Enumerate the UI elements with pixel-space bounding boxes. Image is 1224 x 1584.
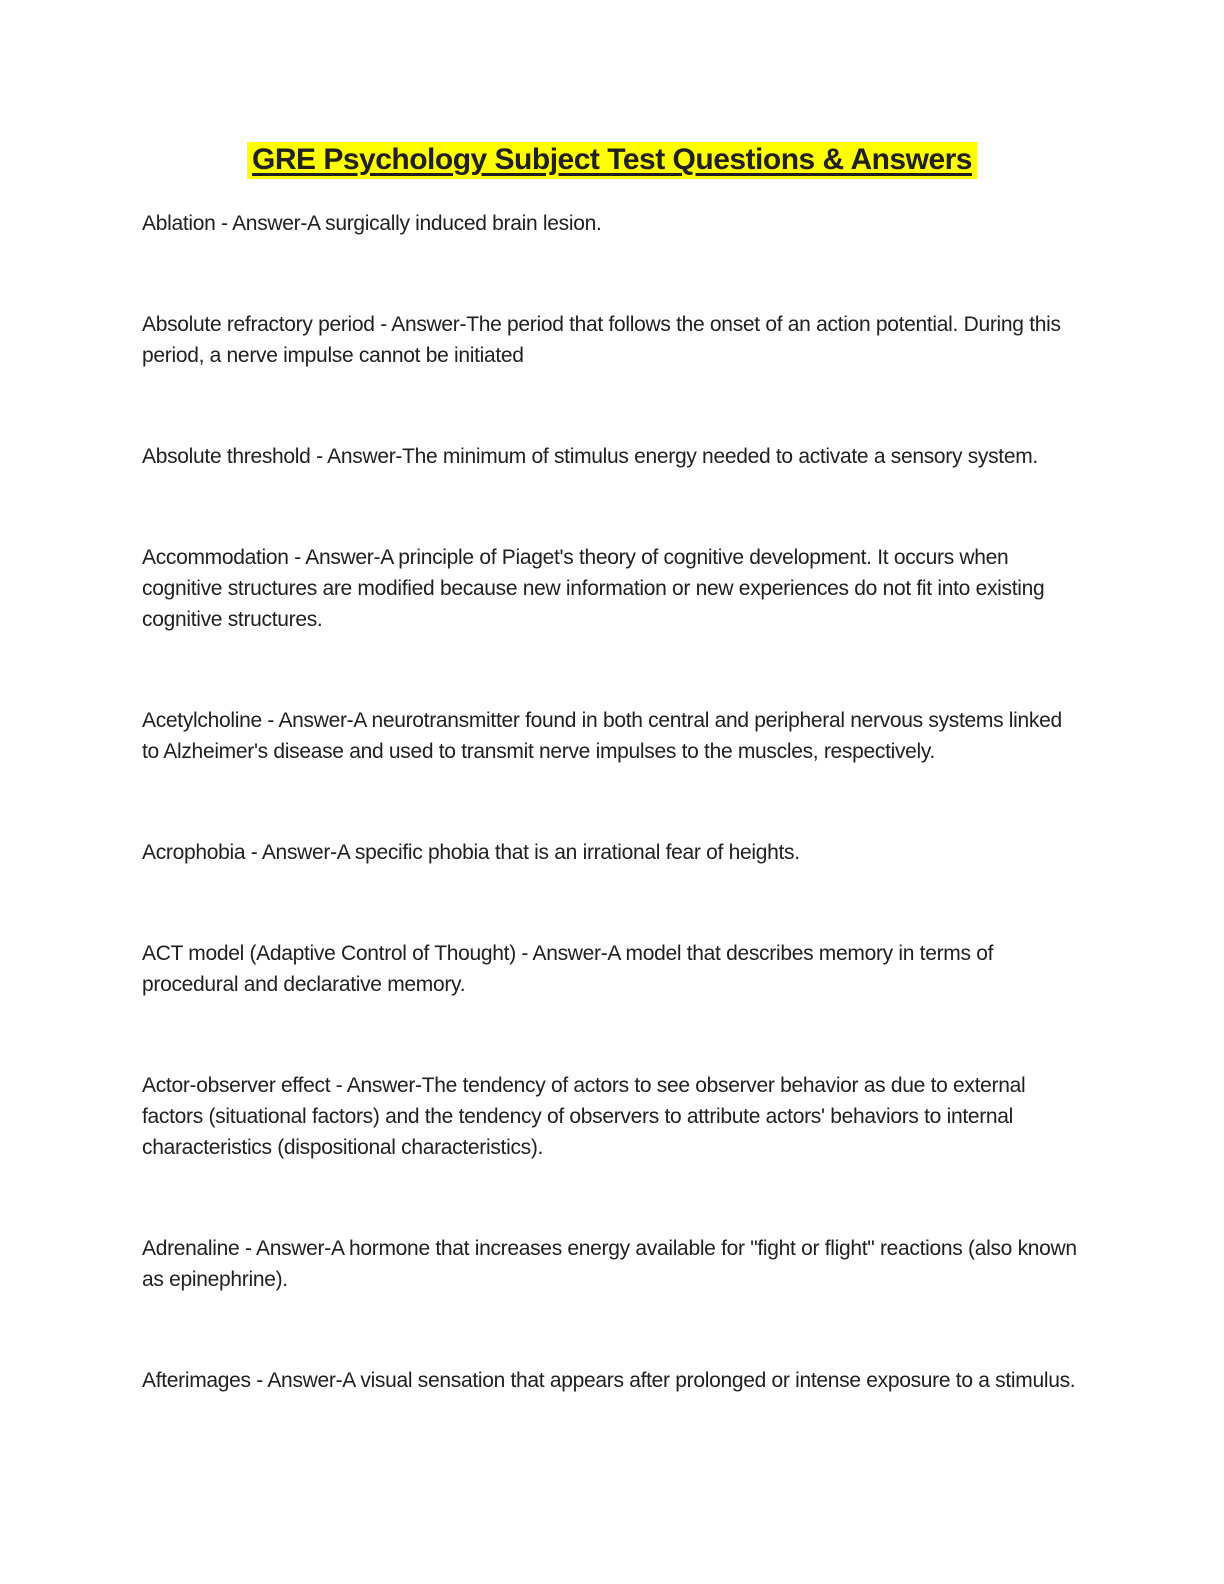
entry-term: Absolute refractory period <box>142 313 375 336</box>
entry-separator: - Answer- <box>245 841 337 864</box>
entry-term: Acetylcholine <box>142 709 262 732</box>
entry-separator: - Answer- <box>374 313 467 336</box>
entry-acrophobia <box>142 837 1082 868</box>
entry-separator: - Answer- <box>288 546 381 569</box>
entry-definition: The tendency of actors to see observer behavior as due to external factors (situational factors) and the tendency of observers to attribute actors' behaviors to internal characteristics (dispositional characteristics). <box>142 1074 1026 1159</box>
entry-separator: - Answer- <box>250 1369 343 1392</box>
entry-adrenaline <box>142 1233 1082 1295</box>
entry-definition: A principle of Piaget's theory of cognitive development. It occurs when cognitive structures are modified because new information or new experiences do not fit into existing cognitive structures. <box>142 546 1045 631</box>
entry-absolute-refractory-period <box>142 309 1082 371</box>
entry-term: ACT model (Adaptive Control of Thought) <box>142 942 516 965</box>
entry-separator: - Answer- <box>515 942 608 965</box>
entry-term: Absolute threshold <box>142 445 311 468</box>
entry-term: Adrenaline <box>142 1237 240 1260</box>
entry-separator: - Answer- <box>330 1074 422 1097</box>
entry-separator: - Answer- <box>239 1237 331 1260</box>
entry-accommodation <box>142 542 1082 635</box>
page-title <box>142 140 1082 180</box>
entry-term: Actor-observer effect <box>142 1074 331 1097</box>
entry-definition: A visual sensation that appears after prolonged or intense exposure to a stimulus. <box>342 1369 1076 1392</box>
entry-definition: The period that follows the onset of an action potential. During this period, a nerve impulse cannot be initiated <box>142 313 1061 367</box>
entry-ablation <box>142 208 1082 239</box>
entry-definition: A hormone that increases energy available for "fight or flight" reactions (also known as epinephrine). <box>142 1237 1077 1291</box>
entry-definition: A neurotransmitter found in both central and peripheral nervous systems linked to Alzheimer's disease and used to transmit nerve impulses to the muscles, respectively. <box>142 709 1062 763</box>
entry-term: Afterimages <box>142 1369 251 1392</box>
entry-definition: The minimum of stimulus energy needed to activate a sensory system. <box>402 445 1038 468</box>
entry-separator: - Answer- <box>310 445 403 468</box>
entry-definition: A specific phobia that is an irrational fear of heights. <box>336 841 800 864</box>
entry-separator: - Answer- <box>215 212 308 235</box>
entry-afterimages <box>142 1365 1082 1396</box>
entry-absolute-threshold <box>142 441 1082 472</box>
entry-acetylcholine <box>142 705 1082 767</box>
entry-term: Ablation <box>142 212 216 235</box>
entry-definition: A model that describes memory in terms of procedural and declarative memory. <box>142 942 994 996</box>
entry-definition: A surgically induced brain lesion. <box>307 212 602 235</box>
entry-term: Acrophobia <box>142 841 246 864</box>
entry-actor-observer-effect <box>142 1070 1082 1163</box>
entry-separator: - Answer- <box>261 709 354 732</box>
entry-term: Accommodation <box>142 546 289 569</box>
page-title-highlight: GRE Psychology Subject Test Questions & Answers <box>247 142 977 179</box>
entry-act-model <box>142 938 1082 1000</box>
